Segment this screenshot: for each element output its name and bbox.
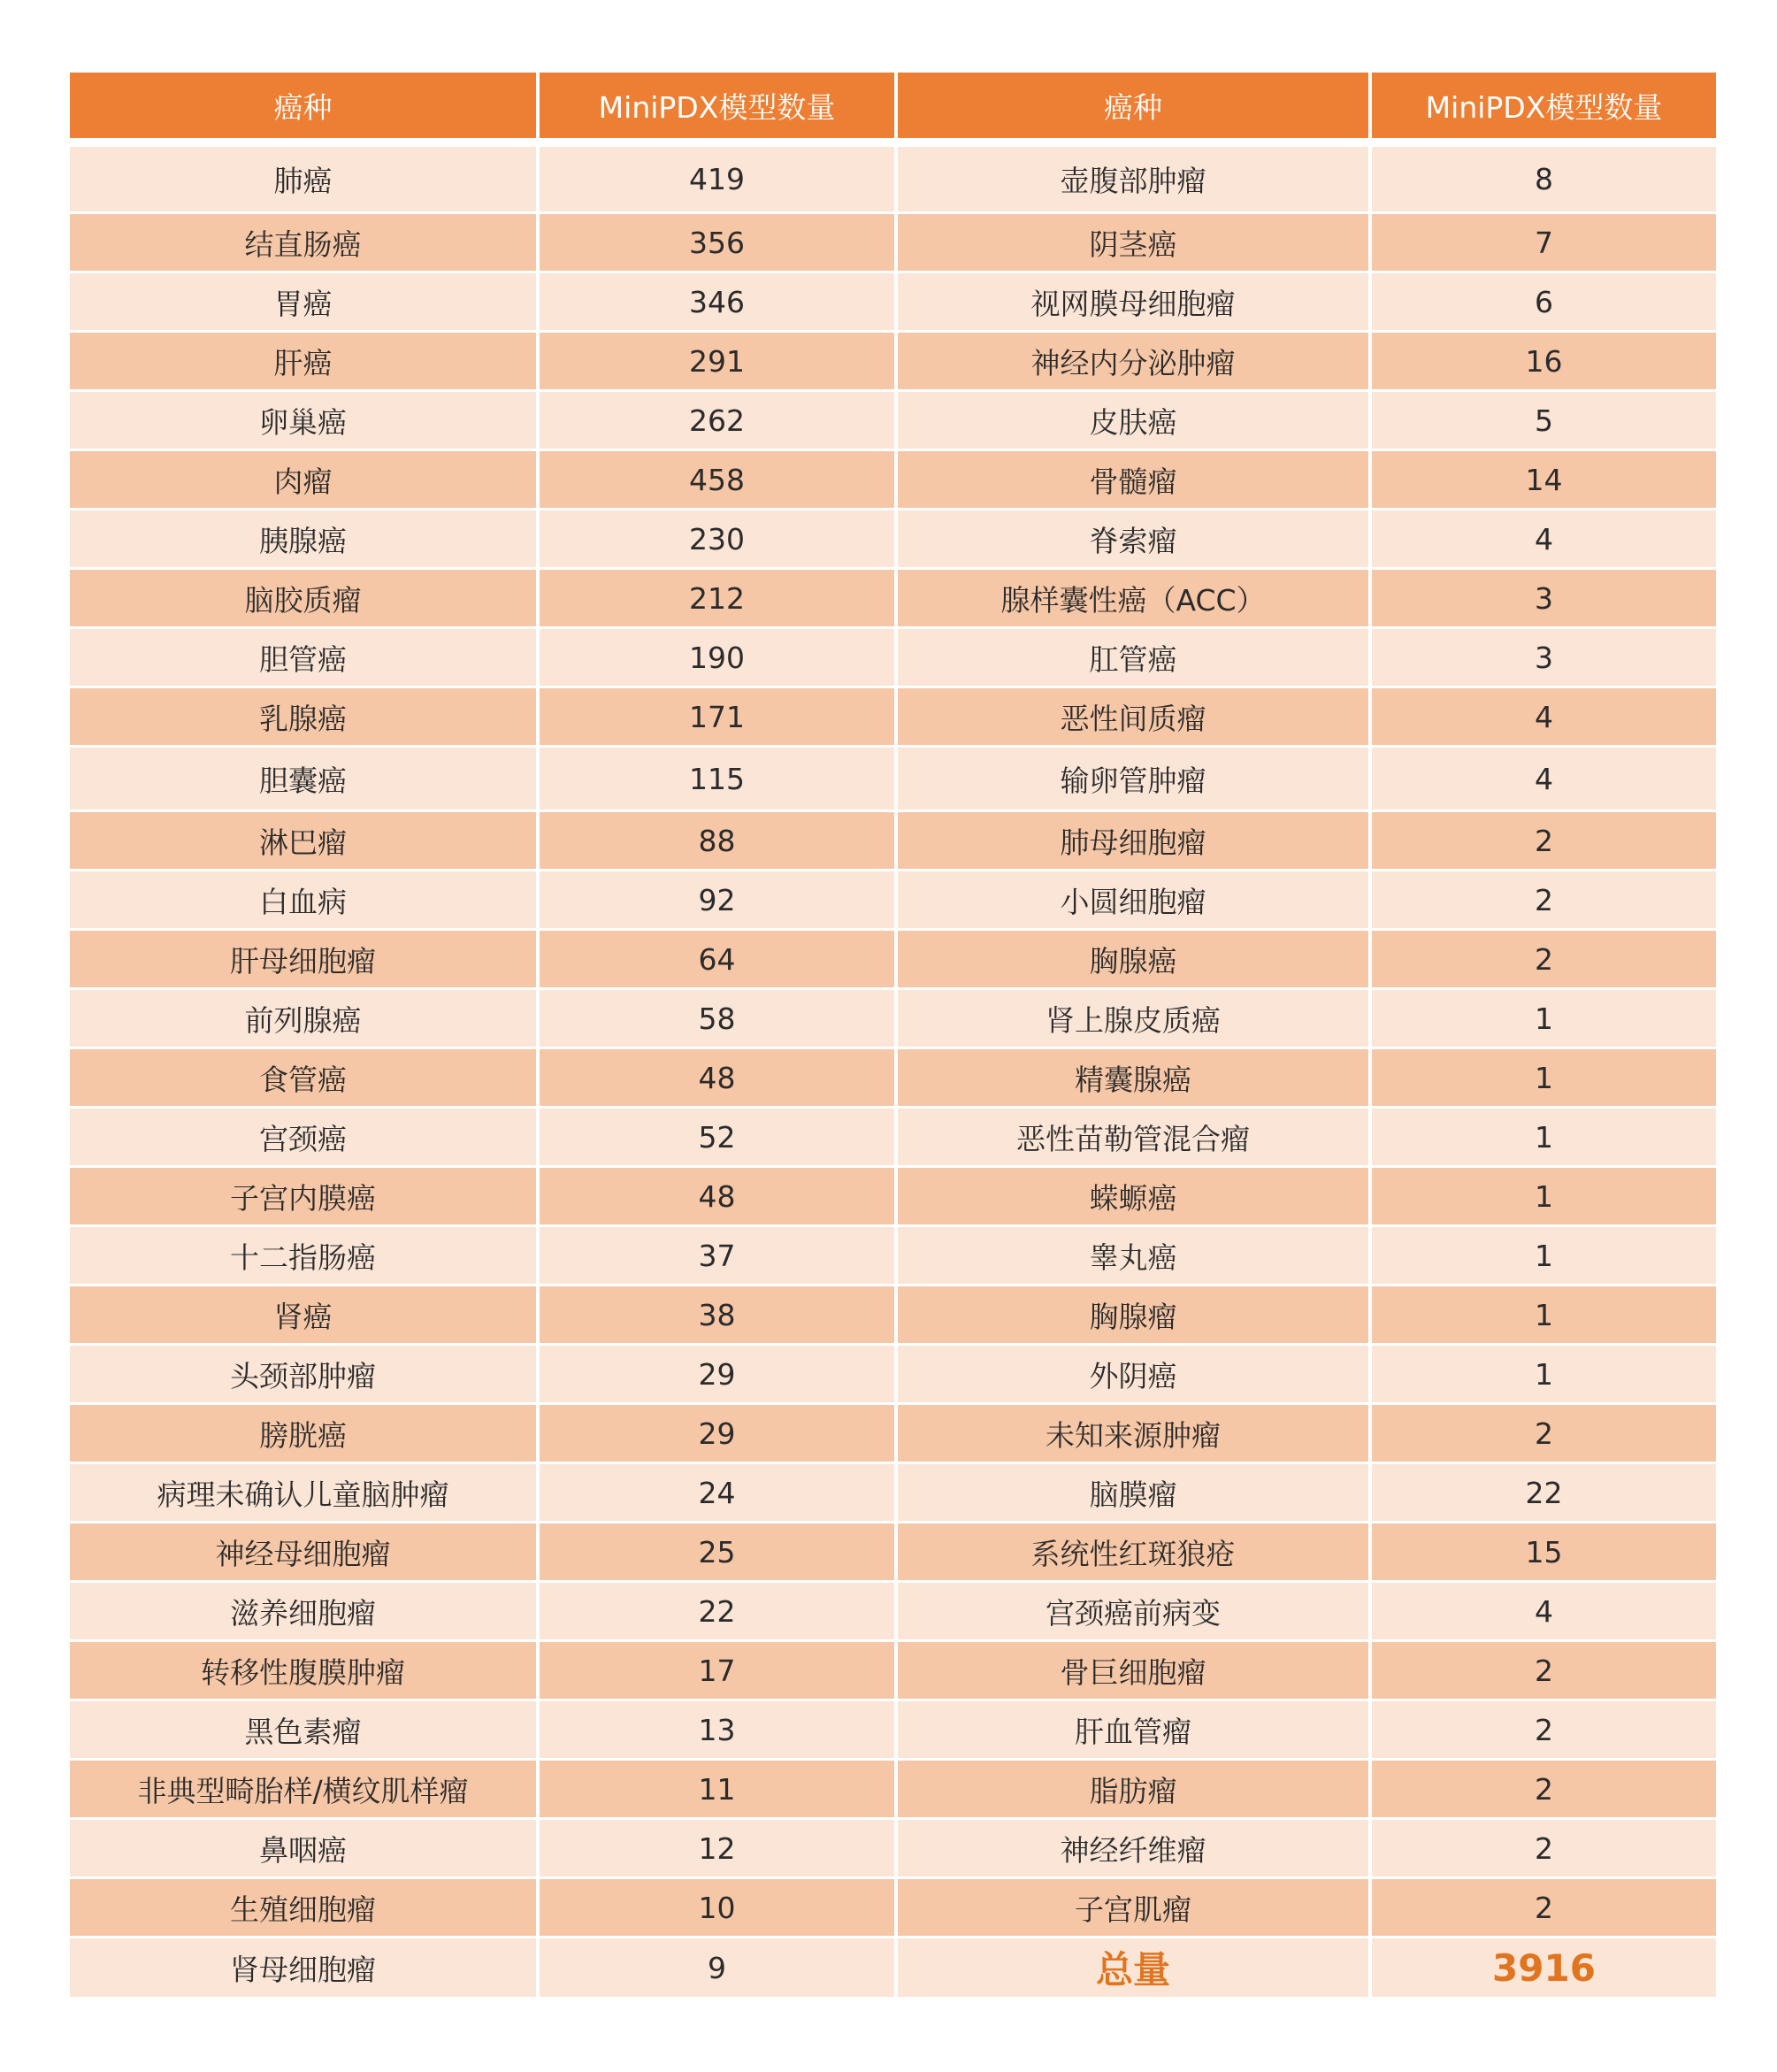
model-count-cell: 3: [1372, 629, 1716, 686]
cancer-type-cell: 恶性苗勒管混合瘤: [898, 1109, 1368, 1165]
model-count-cell: 1: [1372, 1109, 1716, 1165]
model-count-cell: 9: [540, 1938, 894, 1997]
cancer-type-cell: 阴茎癌: [898, 214, 1368, 271]
cancer-type-cell: 肺母细胞瘤: [898, 812, 1368, 869]
cancer-type-cell: 脑膜瘤: [898, 1464, 1368, 1521]
cancer-type-cell: 肺癌: [70, 147, 536, 211]
cancer-type-cell: 皮肤癌: [898, 392, 1368, 449]
cancer-type-cell: 未知来源肿瘤: [898, 1405, 1368, 1462]
cancer-type-cell: 腺样囊性癌（ACC）: [898, 570, 1368, 626]
cancer-model-table: [70, 73, 1712, 1997]
cancer-type-cell: 精囊腺癌: [898, 1049, 1368, 1106]
cancer-type-cell: 前列腺癌: [70, 990, 536, 1047]
cancer-type-cell: 非典型畸胎样/横纹肌样瘤: [70, 1761, 536, 1817]
header-cancer-type-2: 癌种: [898, 73, 1368, 138]
cancer-type-cell: 子宫肌瘤: [898, 1879, 1368, 1936]
model-count-cell: 5: [1372, 392, 1716, 449]
model-count-cell: 17: [540, 1642, 894, 1699]
cancer-type-cell: 骨巨细胞瘤: [898, 1642, 1368, 1699]
cancer-type-cell: 肝癌: [70, 333, 536, 389]
model-count-cell: 1: [1372, 1227, 1716, 1284]
model-count-cell: 356: [540, 214, 894, 271]
model-count-cell: 58: [540, 990, 894, 1047]
cancer-type-cell: 脑胶质瘤: [70, 570, 536, 626]
model-count-cell: 12: [540, 1820, 894, 1876]
model-count-cell: 2: [1372, 1701, 1716, 1758]
model-count-cell: 190: [540, 629, 894, 686]
model-count-cell: 6: [1372, 273, 1716, 330]
cancer-type-cell: 转移性腹膜肿瘤: [70, 1642, 536, 1699]
cancer-type-cell: 胸腺瘤: [898, 1286, 1368, 1343]
model-count-cell: 2: [1372, 931, 1716, 987]
cancer-type-cell: 骨髓瘤: [898, 451, 1368, 508]
cancer-type-cell: 肝血管瘤: [898, 1701, 1368, 1758]
model-count-cell: 15: [1372, 1523, 1716, 1580]
model-count-cell: 262: [540, 392, 894, 449]
model-count-cell: 4: [1372, 1583, 1716, 1639]
model-count-cell: 4: [1372, 688, 1716, 745]
cancer-type-cell: 宫颈癌前病变: [898, 1583, 1368, 1639]
model-count-cell: 1: [1372, 1286, 1716, 1343]
cancer-type-cell: 肾母细胞瘤: [70, 1938, 536, 1997]
header-model-count-2: MiniPDX模型数量: [1372, 73, 1716, 138]
model-count-cell: 346: [540, 273, 894, 330]
model-count-cell: 291: [540, 333, 894, 389]
cancer-type-cell: 子宫内膜癌: [70, 1168, 536, 1224]
model-count-cell: 2: [1372, 1820, 1716, 1876]
model-count-cell: 1: [1372, 990, 1716, 1047]
model-count-cell: 2: [1372, 1642, 1716, 1699]
model-count-cell: 7: [1372, 214, 1716, 271]
model-count-cell: 2: [1372, 1879, 1716, 1936]
cancer-type-cell: 恶性间质瘤: [898, 688, 1368, 745]
cancer-type-cell: 小圆细胞瘤: [898, 871, 1368, 928]
model-count-cell: 14: [1372, 451, 1716, 508]
model-count-cell: 2: [1372, 1405, 1716, 1462]
model-count-cell: 4: [1372, 510, 1716, 567]
cancer-type-cell: 乳腺癌: [70, 688, 536, 745]
model-count-cell: 37: [540, 1227, 894, 1284]
cancer-type-cell: 黑色素瘤: [70, 1701, 536, 1758]
cancer-type-cell: 肝母细胞瘤: [70, 931, 536, 987]
model-count-cell: 88: [540, 812, 894, 869]
cancer-type-cell: 肾上腺皮质癌: [898, 990, 1368, 1047]
model-count-cell: 1: [1372, 1168, 1716, 1224]
header-cancer-type: 癌种: [70, 73, 536, 138]
cancer-type-cell: 胆管癌: [70, 629, 536, 686]
model-count-cell: 64: [540, 931, 894, 987]
cancer-type-cell: 病理未确认儿童脑肿瘤: [70, 1464, 536, 1521]
model-count-cell: 29: [540, 1405, 894, 1462]
model-count-cell: 419: [540, 147, 894, 211]
model-count-cell: 8: [1372, 147, 1716, 211]
cancer-type-cell: 头颈部肿瘤: [70, 1346, 536, 1402]
model-count-cell: 171: [540, 688, 894, 745]
cancer-type-cell: 白血病: [70, 871, 536, 928]
cancer-type-cell: 胸腺癌: [898, 931, 1368, 987]
model-count-cell: 38: [540, 1286, 894, 1343]
cancer-type-cell: 蝾螈癌: [898, 1168, 1368, 1224]
model-count-cell: 52: [540, 1109, 894, 1165]
cancer-type-cell: 胰腺癌: [70, 510, 536, 567]
model-count-cell: 24: [540, 1464, 894, 1521]
cancer-type-cell: 膀胱癌: [70, 1405, 536, 1462]
cancer-type-cell: 脊索瘤: [898, 510, 1368, 567]
cancer-type-cell: 神经纤维瘤: [898, 1820, 1368, 1876]
cancer-type-cell: 结直肠癌: [70, 214, 536, 271]
model-count-cell: 48: [540, 1049, 894, 1106]
cancer-type-cell: 系统性红斑狼疮: [898, 1523, 1368, 1580]
cancer-type-cell: 神经内分泌肿瘤: [898, 333, 1368, 389]
model-count-cell: 48: [540, 1168, 894, 1224]
cancer-type-cell: 脂肪瘤: [898, 1761, 1368, 1817]
model-count-cell: 10: [540, 1879, 894, 1936]
cancer-type-cell: 食管癌: [70, 1049, 536, 1106]
model-count-cell: 16: [1372, 333, 1716, 389]
cancer-type-cell: 胃癌: [70, 273, 536, 330]
model-count-cell: 29: [540, 1346, 894, 1402]
model-count-cell: 92: [540, 871, 894, 928]
cancer-type-cell: 肉瘤: [70, 451, 536, 508]
cancer-type-cell: 卵巢癌: [70, 392, 536, 449]
model-count-cell: 2: [1372, 812, 1716, 869]
cancer-type-cell: 滋养细胞瘤: [70, 1583, 536, 1639]
model-count-cell: 25: [540, 1523, 894, 1580]
model-count-cell: 212: [540, 570, 894, 626]
cancer-type-cell: 十二指肠癌: [70, 1227, 536, 1284]
model-count-cell: 22: [540, 1583, 894, 1639]
cancer-type-cell: 壶腹部肿瘤: [898, 147, 1368, 211]
model-count-cell: 1: [1372, 1049, 1716, 1106]
model-count-cell: 3: [1372, 570, 1716, 626]
cancer-type-cell: 淋巴瘤: [70, 812, 536, 869]
model-count-cell: 1: [1372, 1346, 1716, 1402]
cancer-type-cell: 外阴癌: [898, 1346, 1368, 1402]
cancer-type-cell: 肛管癌: [898, 629, 1368, 686]
header-model-count: MiniPDX模型数量: [540, 73, 894, 138]
cancer-type-cell: 胆囊癌: [70, 748, 536, 810]
cancer-type-cell: 神经母细胞瘤: [70, 1523, 536, 1580]
cancer-type-cell: 输卵管肿瘤: [898, 748, 1368, 810]
model-count-cell: 115: [540, 748, 894, 810]
cancer-type-cell: 生殖细胞瘤: [70, 1879, 536, 1936]
model-count-cell: 458: [540, 451, 894, 508]
model-count-cell: 4: [1372, 748, 1716, 810]
model-count-cell: 230: [540, 510, 894, 567]
cancer-type-cell: 视网膜母细胞瘤: [898, 273, 1368, 330]
cancer-type-cell: 睾丸癌: [898, 1227, 1368, 1284]
model-count-cell: 22: [1372, 1464, 1716, 1521]
total-label: 总量: [898, 1938, 1368, 1997]
cancer-type-cell: 鼻咽癌: [70, 1820, 536, 1876]
model-count-cell: 11: [540, 1761, 894, 1817]
cancer-type-cell: 宫颈癌: [70, 1109, 536, 1165]
model-count-cell: 2: [1372, 1761, 1716, 1817]
model-count-cell: 2: [1372, 871, 1716, 928]
header-gap: [70, 138, 1716, 147]
model-count-cell: 13: [540, 1701, 894, 1758]
total-value: 3916: [1372, 1938, 1716, 1997]
cancer-type-cell: 肾癌: [70, 1286, 536, 1343]
